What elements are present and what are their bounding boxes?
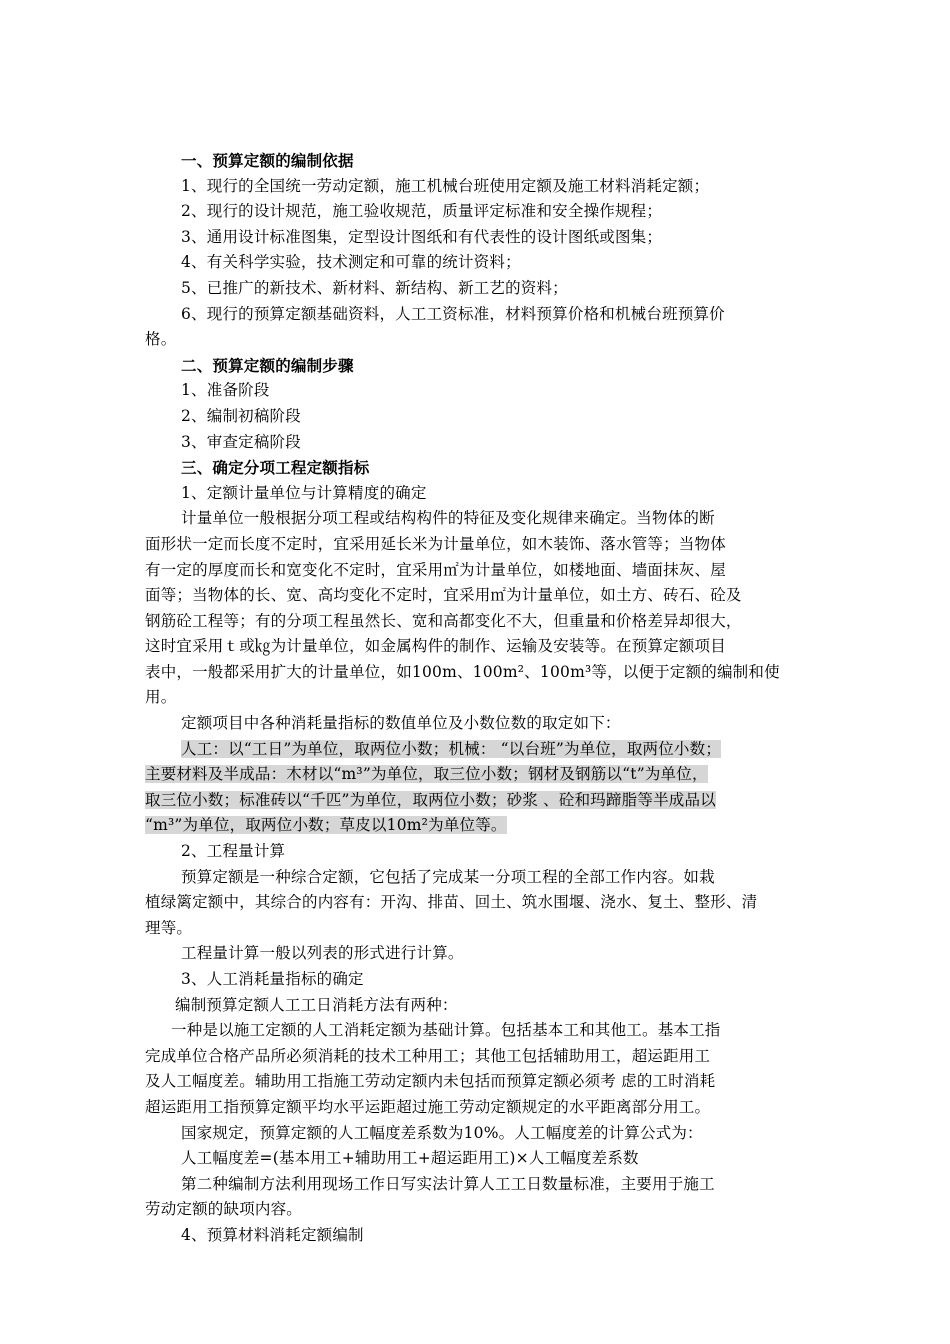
text-line	[145, 276, 820, 302]
document-body	[145, 148, 820, 1249]
text-line	[145, 327, 820, 353]
line-text: 6、现行的预算定额基础资料，人工工资标准，材料预算价格和机械台班预算价	[181, 304, 725, 323]
text-line	[145, 506, 820, 532]
text-line	[145, 762, 820, 788]
text-line	[145, 1146, 820, 1172]
text-line	[145, 1172, 820, 1198]
line-text: 3、审查定稿阶段	[181, 432, 301, 451]
text-line	[145, 813, 820, 839]
line-text: 4、有关科学实验，技术测定和可靠的统计资料；	[181, 253, 521, 272]
line-text: 面等；当物体的长、宽、高均变化不定时，宜采用㎡为计量单位，如土方、砖石、砼及	[145, 586, 742, 605]
line-text: 表中，一般都采用扩大的计量单位，如100m、100m²、100m³等，以便于定额的编制和使	[145, 662, 780, 681]
section-heading	[145, 455, 820, 481]
line-text: 劳动定额的缺项内容。	[145, 1200, 303, 1219]
line-text: 二、预算定额的编制步骤	[181, 355, 354, 375]
text-line	[145, 558, 820, 584]
text-line	[145, 532, 820, 558]
line-text: 工程量计算一般以列表的形式进行计算。	[181, 944, 464, 963]
text-line	[145, 711, 820, 737]
text-line	[145, 916, 820, 942]
line-text: 1、现行的全国统一劳动定额，施工机械台班使用定额及施工材料消耗定额；	[181, 176, 710, 195]
line-text: 1、准备阶段	[181, 381, 270, 400]
line-text: 5、已推广的新技术、新材料、新结构、新工艺的资料；	[181, 278, 568, 297]
section-heading	[145, 148, 820, 174]
line-text: 三、确定分项工程定额指标	[181, 458, 370, 478]
line-text: 理等。	[145, 918, 193, 937]
text-line	[145, 941, 820, 967]
line-text: 人工：以“工日”为单位，取两位小数；机械： “以台班”为单位，取两位小数；	[181, 739, 722, 758]
line-text: 有一定的厚度而长和宽变化不定时，宜采用㎡为计量单位，如楼地面、墙面抹灰、屋	[145, 560, 726, 579]
text-line	[145, 967, 820, 993]
text-line	[145, 1223, 820, 1249]
line-text: 1、定额计量单位与计算精度的确定	[181, 483, 427, 502]
line-text: 第二种编制方法利用现场工作日写实法计算人工工日数量标准，主要用于施工	[181, 1174, 715, 1193]
line-text: 植绿篱定额中，其综合的内容有：开沟、排苗、回土、筑水围堰、浇水、复土、整形、清	[145, 893, 758, 912]
line-text: 面形状一定而长度不定时，宜采用延长米为计量单位，如木装饰、落水管等；当物体	[145, 534, 726, 553]
text-line	[145, 199, 820, 225]
text-line	[145, 890, 820, 916]
line-text: 2、现行的设计规范，施工验收规范，质量评定标准和安全操作规程；	[181, 202, 663, 221]
text-line	[145, 302, 820, 328]
text-line	[145, 788, 820, 814]
line-text: 主要材料及半成品：木材以“m³”为单位，取三位小数；钢材及钢筋以“t”为单位，	[145, 765, 708, 784]
text-line	[145, 1044, 820, 1070]
text-line	[145, 609, 820, 635]
text-line	[145, 378, 820, 404]
line-text: 2、编制初稿阶段	[181, 406, 301, 425]
text-line	[145, 250, 820, 276]
text-line	[145, 993, 820, 1019]
text-line	[145, 1069, 820, 1095]
line-text: 格。	[145, 330, 177, 349]
line-text: 一、预算定额的编制依据	[181, 151, 354, 170]
text-line	[145, 1095, 820, 1121]
text-line	[145, 737, 820, 763]
line-text: “m³”为单位，取两位小数；草皮以10m²为单位等。	[145, 816, 507, 835]
line-text: 3、通用设计标准图集，定型设计图纸和有代表性的设计图纸或图集；	[181, 227, 663, 246]
text-line	[145, 404, 820, 430]
section-heading	[145, 353, 820, 379]
text-line	[145, 865, 820, 891]
line-text: 计量单位一般根据分项工程或结构构件的特征及变化规律来确定。当物体的断	[181, 509, 715, 528]
text-line	[145, 660, 820, 686]
line-text: 完成单位合格产品所必须消耗的技术工种用工；其他工包括辅助用工，超运距用工	[145, 1046, 711, 1065]
text-line	[145, 430, 820, 456]
line-text: 4、预算材料消耗定额编制	[181, 1225, 364, 1244]
text-line	[145, 634, 820, 660]
text-line	[145, 1197, 820, 1223]
line-text: 这时宜采用ｔ或㎏为计量单位，如金属构件的制作、运输及安装等。在预算定额项目	[145, 637, 726, 656]
line-text: 国家规定，预算定额的人工幅度差系数为10%。人工幅度差的计算公式为：	[181, 1123, 703, 1142]
text-line	[145, 174, 820, 200]
line-text: 定额项目中各种消耗量指标的数值单位及小数位数的取定如下：	[181, 714, 621, 733]
text-line	[145, 1018, 820, 1044]
text-line	[145, 1121, 820, 1147]
line-text: 一种是以施工定额的人工消耗定额为基础计算。包括基本工和其他工。基本工指	[171, 1021, 721, 1040]
line-text: 用。	[145, 688, 177, 707]
line-text: 3、人工消耗量指标的确定	[181, 970, 364, 988]
line-text: 超运距用工指预算定额平均水平运距超过施工劳动定额规定的水平距离部分用工。	[145, 1097, 711, 1116]
line-text: 编制预算定额人工工日消耗方法有两种：	[175, 995, 458, 1014]
line-text: 及人工幅度差。辅助用工指施工劳动定额内未包括而预算定额必须考 虑的工时消耗	[145, 1072, 716, 1091]
line-text: 取三位小数；标准砖以“千匹”为单位，取两位小数；砂浆 、砼和玛蹄脂等半成品以	[145, 790, 716, 809]
text-line	[145, 685, 820, 711]
line-text: 人工幅度差=(基本用工+辅助用工+超运距用工)×人工幅度差系数	[181, 1149, 639, 1168]
text-line	[145, 583, 820, 609]
line-text: 预算定额是一种综合定额，它包括了完成某一分项工程的全部工作内容。如栽	[181, 867, 715, 886]
line-text: 钢筋砼工程等；有的分项工程虽然长、宽和高都变化不大，但重量和价格差异却很大，	[145, 611, 742, 630]
line-text: 2、工程量计算	[181, 842, 286, 861]
text-line	[145, 225, 820, 251]
text-line	[145, 839, 820, 865]
text-line	[145, 481, 820, 507]
